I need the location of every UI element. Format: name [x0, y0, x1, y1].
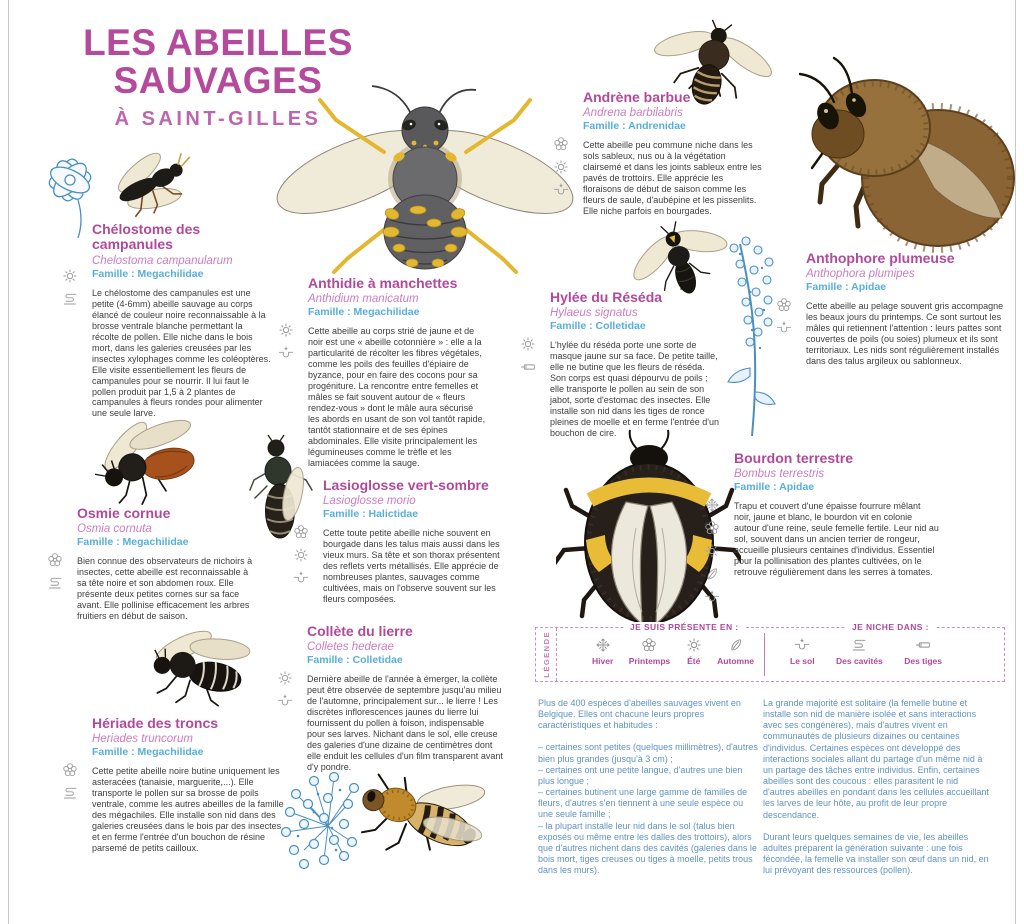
species-description: Le chélostome des campanules est une petite (4-6mm) abeille sauvage au corps élancé de couleur noire reconnaissable à la brosse ventrale blanche permettant la récolte de pollen. Elle niche dans le bois mort, dans les galeries creusées par les insectes xylophages comme les coléoptères. Elle visite essentiellement les fleurs de campanules pour se nourrir. Il lui faut le pollen produit par 1,5 à 2 plantes de campanules à fleurs rondes pour alimenter une seule larve. — [92, 287, 271, 419]
sol-icon — [278, 345, 294, 361]
legend-box — [535, 622, 1005, 682]
species-description: Dernière abeille de l'année à émerger, la collète peut être observée de septembre jusqu'au milieu de l'automne, principalement sur... le lierre ! Les discrètes inflorescences jaunes du lierre lui fournissent du pollen à foison, indispensable pour ses larves. Nichant dans le sol, elle creuse des galeries d'une dizaine de centimètres dont elle enduit les cellules d'un film transparent avant d'y pondre. — [307, 674, 503, 773]
intro-paragraph: La grande majorité est solitaire (la femelle butine et installe son nid de manière isolée et sans interactions avec ses congénères), mais d'autres vivent en communautés de plusieurs dizaines ou centaines d'individus. Certaines espèces ont développé des interactions sociales allant du partage d'un même nid à un partage des tâches entre individus. Enfin, certaines abeilles sont des coucous : elles parasitent le nid d'autres abeilles en pondant dans les cellules accueillant les larves de leur hôte, au profit de leur propre descendance. — [763, 698, 989, 820]
tiges-icon — [915, 637, 931, 653]
sol-icon — [277, 693, 293, 709]
hiver-icon — [595, 637, 611, 653]
species-name: Osmie cornue — [77, 505, 171, 521]
intro-paragraph: Plus de 400 espèces d'abeilles sauvages vivent en Belgique. Elles ont chacune leurs propres caractéristiques et habitudes : — [538, 698, 741, 731]
species-description: Cette petite abeille noire butine uniquement les asteracées (tanaisie, marguerite,...). Elle transporte le pollen sur sa brosse de poils ventrale, comme les autres abeilles de la famille des mégachiles. Elle installe son nid dans des galeries creusées dans le bois par des insectes et en ferme l'entrée d'un bouchon de résine parsemé de petits cailloux. — [92, 766, 284, 854]
anthidie-trait-icons — [278, 322, 295, 469]
poster-title-line1: LES ABEILLES — [83, 22, 353, 63]
legend-presence-title: JE SUIS PRÉSENTE EN : — [624, 622, 745, 632]
legend-label: LÉGENDE — [536, 628, 557, 681]
osmie-trait-icons — [47, 552, 64, 622]
printemps-icon — [704, 520, 720, 536]
legend-item-printemps: Printemps — [629, 637, 671, 666]
legend-item-cavites: Des cavités — [836, 637, 883, 666]
species-family: Famille : Andrenidae — [583, 120, 686, 133]
legend-divider — [764, 633, 765, 676]
printemps-icon — [62, 762, 78, 778]
legend-presence-group — [592, 637, 754, 666]
legend-item-automne: Automne — [717, 637, 754, 666]
species-latin-name: Andrena barbilabris — [583, 107, 683, 120]
anthophore-trait-icons — [776, 297, 793, 367]
ete-icon — [686, 637, 702, 653]
ete-icon — [277, 670, 293, 686]
species-name: Lasioglosse vert-sombre — [323, 477, 489, 493]
species-latin-name: Chelostoma campanularum — [92, 254, 233, 267]
species-name: Collète du lierre — [307, 623, 413, 639]
ete-icon — [520, 336, 536, 352]
legend-item-tiges: Des tiges — [904, 637, 942, 666]
sol-icon — [293, 570, 309, 586]
species-section-chelostome — [62, 222, 272, 419]
heriade-trait-icons — [62, 762, 79, 854]
cavites-icon — [62, 291, 78, 307]
intro-column-right — [763, 698, 991, 876]
ete-icon — [278, 322, 294, 338]
legend-nesting-title: JE NICHE DANS : — [846, 622, 935, 632]
automne-icon — [704, 566, 720, 582]
ete-icon — [704, 543, 720, 559]
intro-bullet: – certaines sont petites (quelques millimètres), d'autres bien plus grandes (jusqu'à 3 cm) ; — [538, 742, 758, 764]
species-name: Anthophore plumeuse — [806, 250, 955, 266]
cavites-icon — [851, 637, 867, 653]
species-name: Chélostome des campanules — [92, 221, 201, 253]
species-latin-name: Anthophora plumipes — [806, 268, 915, 281]
printemps-icon — [641, 637, 657, 653]
species-name: Andrène barbue — [583, 89, 691, 105]
heriade-illustration — [134, 614, 269, 724]
printemps-icon — [776, 297, 792, 313]
poster-subtitle: À SAINT-GILLES — [114, 107, 322, 130]
species-section-andrene — [553, 90, 763, 217]
intro-column-left — [538, 698, 760, 876]
species-section-anthophore — [776, 251, 1004, 367]
sol-icon — [794, 637, 810, 653]
species-family: Famille : Halictidae — [323, 508, 419, 521]
legend-item-sol: Le sol — [790, 637, 815, 666]
species-description: Bien connue des observateurs de nichoirs à insectes, cette abeille est reconnaissable à sa tête noire et son abdomen roux. Elle présente deux petites cornes sur sa face avant. Elle pollinise efficacement les arbres fruitiers en début de saison. — [77, 556, 253, 622]
species-description: Cette abeille au pelage souvent gris accompagne les beaux jours du printemps. Ce sont surtout les mâles qui retiennent l'attention : leurs pattes sont couvertes de poils (ou soies) plumeux et ils sont territoriaux. Les nids sont régulièrement installés dans des talus argileux ou sablonneux. — [806, 301, 1004, 367]
poster-title-line2: SAUVAGES — [113, 60, 323, 102]
species-latin-name: Lasioglosse morio — [323, 495, 416, 508]
species-section-bourdon — [704, 451, 939, 605]
species-name: Hylée du Réséda — [550, 289, 663, 305]
cavites-icon — [47, 575, 63, 591]
species-section-anthidie — [278, 276, 486, 469]
hylee-trait-icons — [520, 336, 537, 439]
species-family: Famille : Megachilidae — [92, 267, 204, 280]
intro-bullet: – certaines butinent une large gamme de familles de fleurs, d'autres s'en tiennent à une seule espèce ou une seule famille ; — [538, 787, 748, 820]
species-latin-name: Hylaeus signatus — [550, 307, 638, 320]
species-family: Famille : Colletidae — [550, 320, 646, 333]
species-description: Cette abeille peu commune niche dans les sols sableux, nus ou à la végétation clairsemé et dans les joints sableux entre les pavés de trottoirs. Elle apprécie les floraisons de début de saison comme les fleurs de saule, d'aubépine et les pissenlits. Elle niche parfois en bourgades. — [583, 140, 762, 217]
species-latin-name: Osmia cornuta — [77, 523, 152, 536]
species-description: L'hylée du réséda porte une sorte de masque jaune sur sa face. De petite taille, elle ne butine que les fleurs de réséda. Son corps est quasi dépourvu de poils ; elle transporte le pollen au sein de son jabot, sorte d'estomac des insectes. Elle installe son nid dans les tiges de ronce pleines de moelle et en ferme l'entrée d'un bouchon de cire. — [550, 340, 720, 439]
legend-item-ete: Été — [686, 637, 702, 666]
species-section-collete — [277, 624, 503, 773]
bourdon-trait-icons — [704, 497, 721, 605]
species-family: Famille : Megachilidae — [77, 536, 189, 549]
intro-paragraph: Durant leurs quelques semaines de vie, les abeilles adultes préparent la génération suivante : une fois fécondée, la femelle va installer son œuf dans un nid, en lui prévoyant des ressources (pollen). — [763, 831, 989, 876]
species-name: Anthidie à manchettes — [308, 275, 458, 291]
automne-icon — [728, 637, 744, 653]
species-description: Trapu et couvert d'une épaisse fourrure mêlant noir, jaune et blanc, le bourdon vit en colonie autour d'une reine, seule femelle fertile. Leur nid au sol, souvent dans un ancien terrier de rongeur, accueille plusieurs centaines d'individus. Essentiel pour la pollinisation des plantes cultivées, on le retrouve régulièrement dans les serres à tomates. — [734, 501, 939, 578]
species-section-lasioglosse — [293, 478, 511, 605]
ete-icon — [62, 268, 78, 284]
printemps-icon — [553, 136, 569, 152]
species-latin-name: Heriades truncorum — [92, 733, 193, 746]
species-name: Bourdon terrestre — [734, 450, 854, 466]
species-description: Cette toute petite abeille niche souvent en bourgade dans les talus mais aussi dans les vieux murs. Sa tête et son thorax présentent des reflets verts métallisés. Elle apprécie de nombreuses plantes, sauvages comme cultivées, mais on l'observe souvent sur les fleurs composées. — [323, 528, 500, 605]
intro-bullet: – la plupart installe leur nid dans le sol (talus bien exposés ou même entre les dalles des trottoirs), alors que d'autres nichent dans des cavités (galeries dans le bois mort, tiges creuses ou tiges à moelle, petits trous dans les murs). — [538, 820, 757, 876]
intro-bullet: – certaines ont une petite langue, d'autres une bien plus longue ; — [538, 764, 743, 786]
sol-icon — [704, 589, 720, 605]
species-family: Famille : Apidae — [806, 281, 887, 294]
species-family: Famille : Colletidae — [307, 654, 403, 667]
species-section-osmie — [47, 506, 259, 622]
legend-nesting-group — [790, 637, 942, 666]
tiges-icon — [520, 359, 536, 375]
sol-icon — [776, 320, 792, 336]
lasioglosse-trait-icons — [293, 524, 310, 605]
species-section-heriade — [62, 716, 288, 854]
sol-icon — [553, 182, 569, 198]
anthidium-illustration — [272, 80, 577, 276]
species-family: Famille : Megachilidae — [308, 306, 420, 319]
species-family: Famille : Megachilidae — [92, 746, 204, 759]
printemps-icon — [47, 552, 63, 568]
printemps-icon — [293, 524, 309, 540]
chelostome-trait-icons — [62, 268, 79, 419]
anthophore-illustration — [786, 50, 1021, 255]
species-latin-name: Colletes hederae — [307, 641, 394, 654]
species-description: Cette abeille au corps strié de jaune et de noir est une « abeille cotonnière » : elle a la particularité de récolter les fibres végétales, comme les poils des feuilles d'épiaire de byzance, pour en faire des cocons pour sa progéniture. La rencontre entre femelles et mâles se fait souvent autour de « fleurs rendez-vous » dont le mâle aura sécurisé les abords en usant de son vol tantôt rapide, tantôt stationnaire et de ses épines abdominales. Elle visite principalement les légumineuses comme le trèfle et les lamiacées comme la sauge. — [308, 326, 486, 469]
left-crop-line — [8, 0, 9, 924]
legend-item-hiver: Hiver — [592, 637, 613, 666]
species-section-hylee — [520, 290, 722, 439]
cavites-icon — [62, 785, 78, 801]
species-family: Famille : Apidae — [734, 481, 815, 494]
andrene-trait-icons — [553, 136, 570, 217]
ete-icon — [553, 159, 569, 175]
species-name: Hériade des troncs — [92, 715, 219, 731]
hiver-icon — [704, 497, 720, 513]
species-latin-name: Anthidium manicatum — [308, 293, 419, 306]
ete-icon — [293, 547, 309, 563]
osmie-illustration — [60, 408, 230, 508]
species-latin-name: Bombus terrestris — [734, 468, 825, 481]
